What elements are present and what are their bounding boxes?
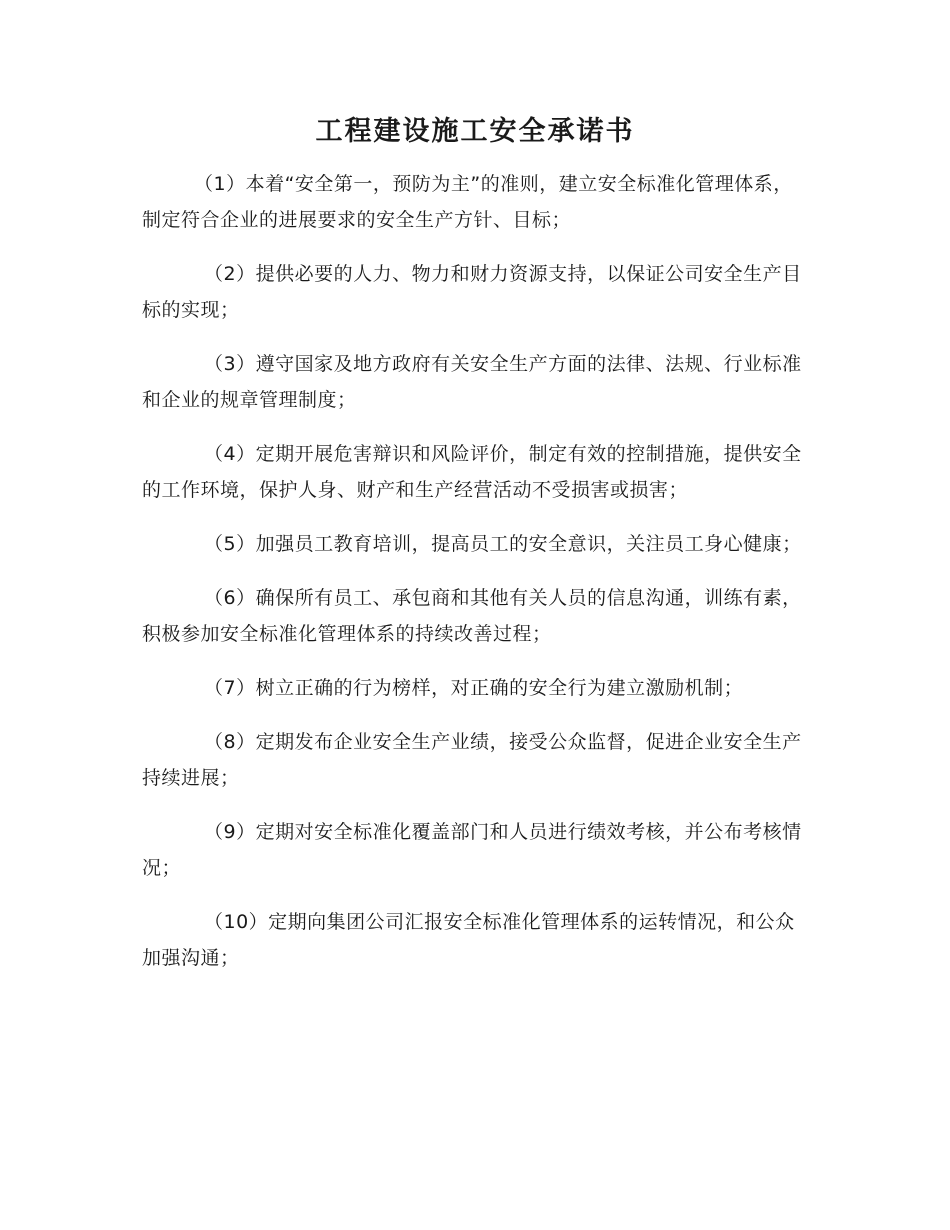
paragraph-5: （5）加强员工教育培训，提高员工的安全意识，关注员工身心健康； — [204, 533, 802, 555]
paragraph-2: （2）提供必要的人力、物力和财力资源支持，以保证公司安全生产目标的实现； — [142, 263, 802, 321]
paragraph-7: （7）树立正确的行为榜样，对正确的安全行为建立激励机制； — [204, 677, 744, 699]
paragraph-1: （1）本着“安全第一，预防为主”的准则，建立安全标准化管理体系，制定符合企业的进展要求的安全生产方针、目标； — [142, 173, 793, 231]
document-body — [142, 166, 808, 994]
document-title: 工程建设施工安全承诺书 — [315, 116, 635, 147]
paragraph-9: （9）定期对安全标准化覆盖部门和人员进行绩效考核，并公布考核情况； — [142, 821, 802, 879]
paragraph-6: （6）确保所有员工、承包商和其他有关人员的信息沟通，训练有素，积极参加安全标准化管理体系的持续改善过程； — [142, 587, 802, 645]
paragraph-8: （8）定期发布企业安全生产业绩，接受公众监督，促进企业安全生产持续进展； — [142, 731, 802, 789]
paragraph-3: （3）遵守国家及地方政府有关安全生产方面的法律、法规、行业标准和企业的规章管理制度； — [142, 353, 802, 411]
paragraph-10: （10）定期向集团公司汇报安全标准化管理体系的运转情况，和公众加强沟通； — [142, 911, 795, 969]
paragraph-4: （4）定期开展危害辩识和风险评价，制定有效的控制措施，提供安全的工作环境，保护人身、财产和生产经营活动不受损害或损害； — [142, 443, 802, 501]
